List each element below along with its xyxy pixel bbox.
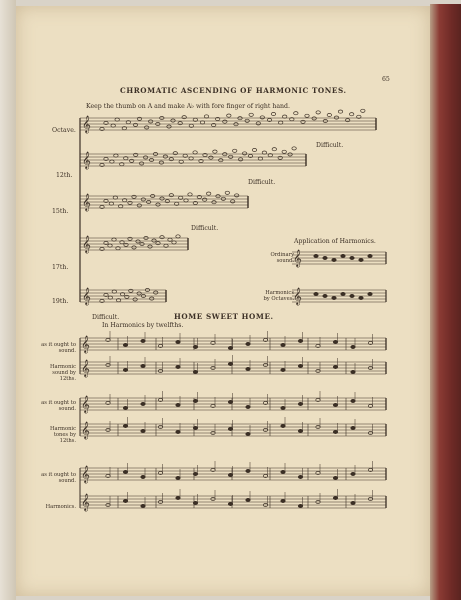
application-title: Application of Harmonics. bbox=[294, 238, 376, 245]
treble-clef-home-0-0: 𝄞 bbox=[81, 335, 90, 353]
harmonic-note bbox=[271, 112, 275, 115]
melody-note bbox=[193, 426, 197, 429]
quarter-note bbox=[332, 258, 336, 261]
harmonic-note bbox=[213, 150, 217, 153]
melody-note bbox=[333, 403, 337, 406]
harmonic-note bbox=[233, 149, 237, 152]
book-spine bbox=[430, 4, 461, 600]
melody-note bbox=[141, 402, 145, 405]
harmonic-note bbox=[169, 158, 173, 161]
harmonic-note bbox=[178, 122, 182, 125]
difficult-label-3: Difficult. bbox=[191, 225, 219, 232]
melody-note bbox=[123, 499, 127, 502]
melody-note bbox=[298, 364, 302, 367]
melody-note bbox=[176, 476, 180, 479]
melody-note bbox=[246, 405, 250, 408]
quarter-note bbox=[323, 256, 327, 259]
harmonic-note bbox=[109, 202, 113, 205]
quarter-note bbox=[323, 294, 327, 297]
harmonic-note bbox=[209, 156, 213, 159]
harmonic-note bbox=[128, 201, 132, 204]
harmonic-note bbox=[282, 150, 286, 153]
melody-note bbox=[298, 402, 302, 405]
treble-clef-app-1: 𝄞 bbox=[293, 249, 302, 267]
difficult-label-2: Difficult. bbox=[248, 179, 276, 186]
melody-note bbox=[246, 432, 250, 435]
melody-note bbox=[123, 343, 127, 346]
melody-note bbox=[351, 426, 355, 429]
harmonic-note bbox=[252, 148, 256, 151]
harmonic-note bbox=[154, 291, 158, 294]
melody-note bbox=[176, 430, 180, 433]
harmonic-note bbox=[143, 156, 147, 159]
difficult-label-4: Difficult. bbox=[92, 314, 120, 321]
melody-note bbox=[333, 365, 337, 368]
harmonic-note bbox=[124, 243, 128, 246]
harmonic-note bbox=[242, 152, 246, 155]
system2-upper-label: as it ought to sound. bbox=[41, 400, 76, 412]
harmonic-note bbox=[176, 235, 180, 238]
harmonic-note bbox=[182, 116, 186, 119]
harmonic-note bbox=[225, 191, 229, 194]
harmonic-note bbox=[272, 148, 276, 151]
melody-note bbox=[281, 406, 285, 409]
harmonic-note bbox=[172, 241, 176, 244]
harmonic-note bbox=[256, 122, 260, 125]
harmonic-note bbox=[249, 113, 253, 116]
melody-note bbox=[123, 424, 127, 427]
harmonic-note bbox=[189, 157, 193, 160]
melody-note bbox=[141, 339, 145, 342]
quarter-note bbox=[332, 296, 336, 299]
treble-clef-2: 𝄞 bbox=[82, 193, 91, 211]
harmonic-note bbox=[150, 297, 154, 300]
harmonic-note bbox=[361, 109, 365, 112]
home-sweet-home-title: HOME SWEET HOME. bbox=[174, 312, 274, 321]
harmonic-note bbox=[128, 237, 132, 240]
harmonic-note bbox=[148, 120, 152, 123]
harmonic-note bbox=[223, 120, 227, 123]
melody-note bbox=[228, 400, 232, 403]
harmonic-note bbox=[258, 157, 262, 160]
treble-clef-3: 𝄞 bbox=[82, 235, 91, 253]
harmonic-note bbox=[112, 290, 116, 293]
melody-note bbox=[123, 406, 127, 409]
harmonic-note bbox=[262, 151, 266, 154]
treble-clef-home-0-1: 𝄞 bbox=[81, 359, 90, 377]
treble-clef-home-1-0: 𝄞 bbox=[81, 395, 90, 413]
melody-note bbox=[246, 498, 250, 501]
page-number: 65 bbox=[382, 76, 390, 83]
home-sweet-home-subtitle: In Harmonics by twelfths. bbox=[102, 322, 184, 329]
row-label-19th: 19th. bbox=[52, 298, 69, 305]
harmonic-note bbox=[159, 161, 163, 164]
harmonic-note bbox=[301, 120, 305, 123]
harmonic-note bbox=[173, 152, 177, 155]
harmonic-note bbox=[334, 116, 338, 119]
melody-note bbox=[228, 502, 232, 505]
melody-note bbox=[228, 473, 232, 476]
difficult-label-1: Difficult. bbox=[316, 142, 344, 149]
melody-note bbox=[228, 346, 232, 349]
harmonic-note bbox=[184, 199, 188, 202]
harmonic-note bbox=[139, 162, 143, 165]
harmonic-note bbox=[115, 118, 119, 121]
harmonic-note bbox=[345, 119, 349, 122]
melody-note bbox=[193, 472, 197, 475]
harmonic-note bbox=[278, 121, 282, 124]
melody-note bbox=[123, 470, 127, 473]
melody-note bbox=[228, 427, 232, 430]
harmonic-note bbox=[141, 198, 145, 201]
harmonics-by-octaves-label: Harmonics by Octaves. bbox=[263, 290, 294, 302]
harmonic-note bbox=[152, 239, 156, 242]
melody-note bbox=[281, 368, 285, 371]
harmonic-note bbox=[200, 121, 204, 124]
harmonic-note bbox=[132, 246, 136, 249]
quarter-note bbox=[314, 254, 318, 257]
harmonic-note bbox=[193, 151, 197, 154]
melody-note bbox=[246, 469, 250, 472]
melody-note bbox=[193, 370, 197, 373]
harmonic-note bbox=[137, 204, 141, 207]
melody-note bbox=[281, 470, 285, 473]
harmonic-note bbox=[234, 194, 238, 197]
melody-note bbox=[298, 339, 302, 342]
harmonic-note bbox=[316, 111, 320, 114]
melody-note bbox=[333, 476, 337, 479]
harmonic-note bbox=[282, 115, 286, 118]
quarter-note bbox=[341, 292, 345, 295]
sheet-music-page bbox=[16, 6, 430, 596]
harmonic-note bbox=[113, 196, 117, 199]
harmonic-note bbox=[133, 123, 137, 126]
row-label-17th: 17th. bbox=[52, 264, 69, 271]
quarter-note bbox=[368, 292, 372, 295]
melody-note bbox=[351, 472, 355, 475]
harmonic-note bbox=[133, 298, 137, 301]
harmonic-note bbox=[112, 238, 116, 241]
system1-lower-label: Harmonic sound by 12ths. bbox=[49, 364, 76, 382]
harmonic-note bbox=[156, 203, 160, 206]
system1-upper-label: as it ought to sound. bbox=[41, 342, 76, 354]
treble-clef-4: 𝄞 bbox=[82, 287, 91, 305]
harmonic-note bbox=[114, 154, 118, 157]
harmonic-note bbox=[136, 240, 140, 243]
harmonic-note bbox=[156, 242, 160, 245]
harmonic-note bbox=[134, 153, 138, 156]
instruction-text: Keep the thumb on A and make A♭ with fore finger of right hand. bbox=[86, 103, 290, 110]
harmonic-note bbox=[171, 119, 175, 122]
harmonic-note bbox=[167, 125, 171, 128]
melody-note bbox=[298, 429, 302, 432]
treble-clef-app-2: 𝄞 bbox=[293, 287, 302, 305]
melody-note bbox=[281, 424, 285, 427]
harmonic-note bbox=[160, 197, 164, 200]
harmonic-note bbox=[137, 292, 141, 295]
harmonic-note bbox=[227, 114, 231, 117]
quarter-note bbox=[341, 254, 345, 257]
quarter-note bbox=[314, 292, 318, 295]
harmonic-note bbox=[144, 126, 148, 129]
harmonic-note bbox=[238, 158, 242, 161]
harmonic-note bbox=[108, 244, 112, 247]
ordinary-sound-label: Ordinary sound. bbox=[270, 252, 294, 264]
melody-note bbox=[351, 399, 355, 402]
harmonic-note bbox=[230, 200, 234, 203]
system3-upper-label: as it ought to sound. bbox=[41, 472, 76, 484]
harmonic-note bbox=[338, 110, 342, 113]
treble-clef-home-1-1: 𝄞 bbox=[81, 421, 90, 439]
melody-note bbox=[298, 504, 302, 507]
harmonic-note bbox=[294, 112, 298, 115]
harmonic-note bbox=[165, 200, 169, 203]
melody-note bbox=[141, 429, 145, 432]
harmonic-note bbox=[110, 160, 114, 163]
harmonic-note bbox=[163, 155, 167, 158]
melody-note bbox=[176, 365, 180, 368]
melody-note bbox=[193, 345, 197, 348]
row-label-15th: 15th. bbox=[52, 208, 69, 215]
harmonic-note bbox=[129, 289, 133, 292]
melody-note bbox=[351, 345, 355, 348]
quarter-note bbox=[359, 258, 363, 261]
melody-note bbox=[176, 496, 180, 499]
melody-note bbox=[281, 343, 285, 346]
harmonic-note bbox=[327, 113, 331, 116]
melody-note bbox=[176, 403, 180, 406]
melody-note bbox=[351, 370, 355, 373]
melody-note bbox=[141, 475, 145, 478]
melody-note bbox=[281, 499, 285, 502]
melody-note bbox=[193, 501, 197, 504]
harmonic-note bbox=[188, 193, 192, 196]
quarter-note bbox=[350, 256, 354, 259]
melody-note bbox=[246, 342, 250, 345]
harmonic-note bbox=[206, 192, 210, 195]
harmonic-note bbox=[108, 296, 112, 299]
harmonic-note bbox=[288, 153, 292, 156]
treble-clef-home-2-0: 𝄞 bbox=[81, 465, 90, 483]
row-label-12th: 12th. bbox=[56, 172, 73, 179]
melody-note bbox=[298, 475, 302, 478]
melody-note bbox=[351, 501, 355, 504]
harmonic-note bbox=[260, 116, 264, 119]
harmonic-note bbox=[148, 245, 152, 248]
melody-note bbox=[176, 340, 180, 343]
quarter-note bbox=[350, 294, 354, 297]
quarter-note bbox=[359, 296, 363, 299]
harmonic-note bbox=[202, 198, 206, 201]
melody-note bbox=[123, 368, 127, 371]
harmonic-note bbox=[125, 295, 129, 298]
melody-note bbox=[246, 367, 250, 370]
harmonic-note bbox=[312, 117, 316, 120]
harmonic-note bbox=[111, 124, 115, 127]
treble-clef-1: 𝄞 bbox=[82, 151, 91, 169]
system3-lower-label: Harmonics. bbox=[45, 504, 76, 510]
row-label-octave: Octave. bbox=[52, 127, 76, 134]
harmonic-note bbox=[204, 115, 208, 118]
harmonic-note bbox=[292, 147, 296, 150]
harmonic-note bbox=[305, 114, 309, 117]
book-left-edge bbox=[0, 0, 16, 600]
treble-clef-0: 𝄞 bbox=[82, 115, 91, 133]
harmonic-note bbox=[160, 236, 164, 239]
harmonic-note bbox=[137, 117, 141, 120]
melody-note bbox=[333, 340, 337, 343]
quarter-note bbox=[368, 254, 372, 257]
page-title: CHROMATIC ASCENDING OF HARMONIC TONES. bbox=[120, 86, 347, 95]
harmonic-note bbox=[169, 194, 173, 197]
melody-note bbox=[333, 430, 337, 433]
melody-note bbox=[333, 496, 337, 499]
harmonic-note bbox=[130, 159, 134, 162]
harmonic-note bbox=[132, 195, 136, 198]
melody-note bbox=[228, 362, 232, 365]
harmonic-note bbox=[278, 156, 282, 159]
melody-note bbox=[193, 399, 197, 402]
melody-note bbox=[141, 504, 145, 507]
system2-lower-label: Harmonic tones by 12ths. bbox=[49, 426, 76, 444]
treble-clef-home-2-1: 𝄞 bbox=[81, 493, 90, 511]
harmonic-note bbox=[349, 113, 353, 116]
melody-note bbox=[141, 364, 145, 367]
